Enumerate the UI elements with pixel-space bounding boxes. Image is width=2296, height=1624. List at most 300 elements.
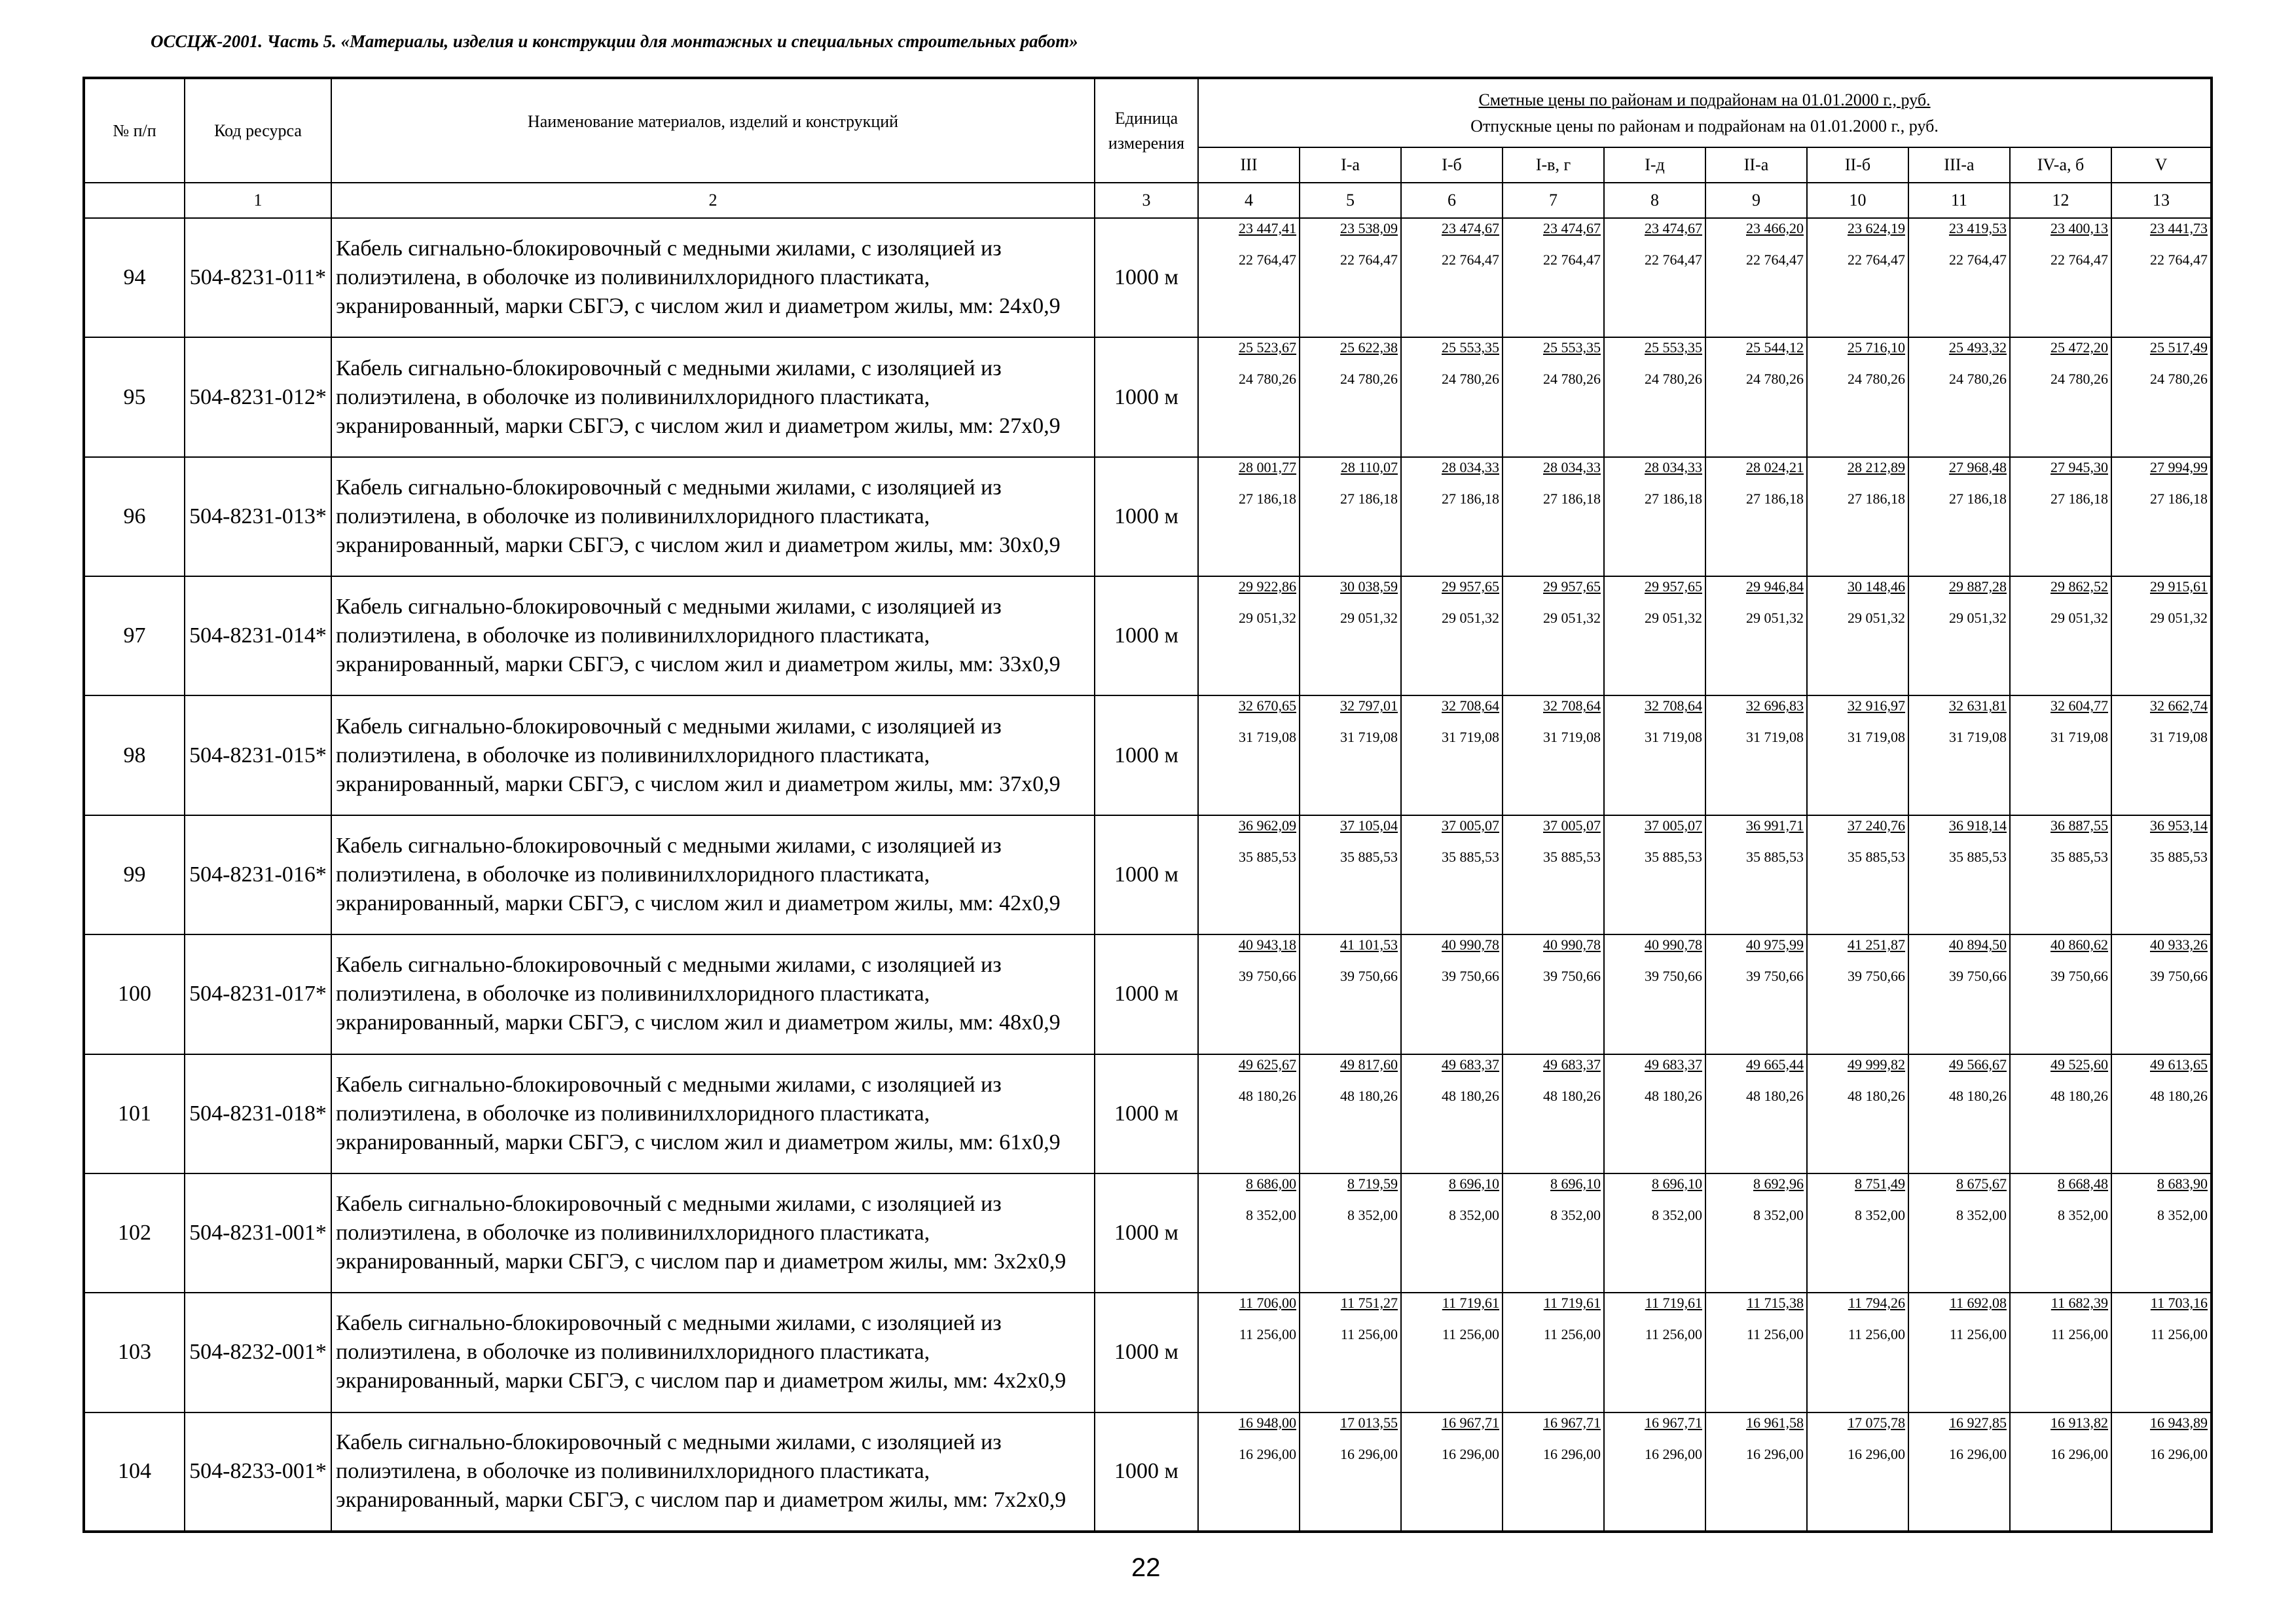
release-price: 27 186,18 <box>1645 490 1702 507</box>
estimate-price: 11 794,26 <box>1848 1295 1905 1312</box>
price-cell <box>2111 815 2212 934</box>
table-row <box>84 1054 2212 1173</box>
release-price: 24 780,26 <box>1848 371 1905 388</box>
release-price: 22 764,47 <box>1239 251 1296 268</box>
column-number: 13 <box>2111 183 2212 218</box>
estimate-price: 40 894,50 <box>1949 936 2007 953</box>
estimate-price: 29 946,84 <box>1746 578 1804 595</box>
release-price: 31 719,08 <box>1645 729 1702 746</box>
price-cell <box>1401 1173 1503 1293</box>
material-name: Кабель сигнально-блокировочный с медными жилами, с изоляцией из полиэтилена, в оболочке из поливинилхлоридного пластиката, экранированный, марки СБГЭ, с числом пар и диаметром жилы, мм: 4х2х0,9 <box>331 1293 1095 1412</box>
header-num: № п/п <box>84 78 185 183</box>
release-price: 8 352,00 <box>1956 1206 2007 1223</box>
page-number: 22 <box>1131 1553 1161 1582</box>
estimate-price: 37 240,76 <box>1848 817 1905 834</box>
release-price: 16 296,00 <box>1543 1445 1601 1462</box>
price-cell <box>1807 934 1908 1054</box>
estimate-price: 25 544,12 <box>1746 339 1804 356</box>
price-cell <box>1908 1054 2010 1173</box>
estimate-price: 40 975,99 <box>1746 936 1804 953</box>
price-cell <box>2010 815 2111 934</box>
material-name: Кабель сигнально-блокировочный с медными жилами, с изоляцией из полиэтилена, в оболочке из поливинилхлоридного пластиката, экранированный, марки СБГЭ, с числом жил и диаметром жилы, мм: 30х0,9 <box>331 457 1095 576</box>
estimate-price: 37 005,07 <box>1645 817 1702 834</box>
price-cell <box>1401 815 1503 934</box>
price-cell <box>2111 457 2212 576</box>
price-cell <box>1401 337 1503 456</box>
price-cell <box>1807 1293 1908 1412</box>
estimate-price: 29 862,52 <box>2050 578 2108 595</box>
estimate-price: 40 990,78 <box>1645 936 1702 953</box>
release-price: 22 764,47 <box>1746 251 1804 268</box>
estimate-price: 36 991,71 <box>1746 817 1804 834</box>
price-cell <box>1705 337 1807 456</box>
estimate-price: 17 075,78 <box>1848 1414 1905 1431</box>
estimate-price: 16 967,71 <box>1645 1414 1702 1431</box>
price-cell <box>2111 576 2212 695</box>
release-price: 31 719,08 <box>2150 729 2208 746</box>
price-cell <box>2010 337 2111 456</box>
release-price: 8 352,00 <box>2058 1206 2108 1223</box>
release-price: 35 885,53 <box>1442 848 1499 865</box>
estimate-price: 36 918,14 <box>1949 817 2007 834</box>
table-body <box>84 218 2212 1532</box>
resource-code: 504-8231-018* <box>185 1054 331 1173</box>
release-price: 27 186,18 <box>1239 490 1296 507</box>
material-name: Кабель сигнально-блокировочный с медными жилами, с изоляцией из полиэтилена, в оболочке из поливинилхлоридного пластиката, экранированный, марки СБГЭ, с числом пар и диаметром жилы, мм: 3х2х0,9 <box>331 1173 1095 1293</box>
release-price: 39 750,66 <box>1239 968 1296 985</box>
price-cell <box>1300 1412 1401 1532</box>
release-price: 11 256,00 <box>1645 1326 1702 1343</box>
price-cell <box>1604 934 1705 1054</box>
estimate-price: 11 719,61 <box>1645 1295 1702 1312</box>
estimate-price: 16 967,71 <box>1543 1414 1601 1431</box>
estimate-price: 23 624,19 <box>1848 220 1905 236</box>
price-cell <box>1908 218 2010 337</box>
release-price: 29 051,32 <box>1645 610 1702 627</box>
price-cell <box>2111 337 2212 456</box>
estimate-price: 49 683,37 <box>1645 1056 1702 1073</box>
price-cell <box>1908 337 2010 456</box>
release-price: 31 719,08 <box>1848 729 1905 746</box>
release-price: 35 885,53 <box>2150 848 2208 865</box>
table-row <box>84 337 2212 456</box>
estimate-price: 36 953,14 <box>2150 817 2208 834</box>
estimate-price: 16 961,58 <box>1746 1414 1804 1431</box>
price-cell <box>1705 815 1807 934</box>
price-cell <box>1503 457 1604 576</box>
release-price: 16 296,00 <box>1442 1445 1499 1462</box>
estimate-price: 32 604,77 <box>2050 697 2108 714</box>
estimate-price: 23 474,67 <box>1442 220 1499 236</box>
estimate-price: 40 990,78 <box>1543 936 1601 953</box>
price-cell <box>1300 576 1401 695</box>
estimate-price: 25 553,35 <box>1543 339 1601 356</box>
release-price: 48 180,26 <box>2150 1087 2208 1104</box>
column-number: 10 <box>1807 183 1908 218</box>
release-price: 24 780,26 <box>1543 371 1601 388</box>
resource-code: 504-8231-016* <box>185 815 331 934</box>
release-price: 29 051,32 <box>1239 610 1296 627</box>
release-price: 29 051,32 <box>2050 610 2108 627</box>
release-price: 48 180,26 <box>1340 1087 1398 1104</box>
region-header: IV-а, б <box>2010 147 2111 183</box>
price-cell <box>1198 1173 1300 1293</box>
column-number: 3 <box>1095 183 1198 218</box>
price-cell <box>1503 218 1604 337</box>
estimate-price: 25 493,32 <box>1949 339 2007 356</box>
estimate-price: 32 662,74 <box>2150 697 2208 714</box>
price-cell <box>2010 1054 2111 1173</box>
estimate-price: 25 553,35 <box>1442 339 1499 356</box>
release-price: 11 256,00 <box>1239 1326 1296 1343</box>
release-price: 8 352,00 <box>1753 1206 1804 1223</box>
estimate-price: 16 948,00 <box>1239 1414 1296 1431</box>
region-header: I-д <box>1604 147 1705 183</box>
estimate-price: 25 517,49 <box>2150 339 2208 356</box>
table-row <box>84 457 2212 576</box>
release-price: 27 186,18 <box>2150 490 2208 507</box>
estimate-price: 29 887,28 <box>1949 578 2007 595</box>
estimate-price: 8 696,10 <box>1449 1175 1499 1192</box>
price-cell <box>1705 1054 1807 1173</box>
release-price: 35 885,53 <box>1239 848 1296 865</box>
region-header: I-а <box>1300 147 1401 183</box>
release-price: 24 780,26 <box>1239 371 1296 388</box>
price-cell <box>2010 218 2111 337</box>
resource-code: 504-8231-014* <box>185 576 331 695</box>
header-unit: Единица измерения <box>1095 78 1198 183</box>
price-cell <box>1604 815 1705 934</box>
price-cell <box>1503 337 1604 456</box>
column-number: 9 <box>1705 183 1807 218</box>
release-price: 24 780,26 <box>1949 371 2007 388</box>
release-price: 27 186,18 <box>1949 490 2007 507</box>
price-cell <box>2010 1412 2111 1532</box>
price-cell <box>1807 1173 1908 1293</box>
estimate-price: 11 692,08 <box>1949 1295 2007 1312</box>
release-price: 39 750,66 <box>2050 968 2108 985</box>
release-price: 8 352,00 <box>1347 1206 1398 1223</box>
release-price: 31 719,08 <box>1543 729 1601 746</box>
estimate-price: 27 994,99 <box>2150 458 2208 475</box>
header-prices <box>1198 78 2212 147</box>
release-price: 22 764,47 <box>1848 251 1905 268</box>
release-price: 35 885,53 <box>2050 848 2108 865</box>
price-cell <box>1807 1054 1908 1173</box>
table-row <box>84 934 2212 1054</box>
release-price: 31 719,08 <box>1949 729 2007 746</box>
estimate-price: 30 038,59 <box>1340 578 1398 595</box>
row-number: 103 <box>84 1293 185 1412</box>
price-cell <box>1401 218 1503 337</box>
price-cell <box>1300 218 1401 337</box>
estimate-price: 16 913,82 <box>2050 1414 2108 1431</box>
release-price: 39 750,66 <box>1340 968 1398 985</box>
column-number: 12 <box>2010 183 2111 218</box>
estimate-price: 37 005,07 <box>1442 817 1499 834</box>
price-cell <box>1401 457 1503 576</box>
material-name: Кабель сигнально-блокировочный с медными жилами, с изоляцией из полиэтилена, в оболочке из поливинилхлоридного пластиката, экранированный, марки СБГЭ, с числом жил и диаметром жилы, мм: 27х0,9 <box>331 337 1095 456</box>
release-price: 29 051,32 <box>1746 610 1804 627</box>
price-cell <box>1401 934 1503 1054</box>
estimate-price: 32 631,81 <box>1949 697 2007 714</box>
estimate-price: 49 683,37 <box>1442 1056 1499 1073</box>
price-cell <box>1300 337 1401 456</box>
release-price: 39 750,66 <box>1442 968 1499 985</box>
price-cell <box>1908 934 2010 1054</box>
estimate-price: 23 466,20 <box>1746 220 1804 236</box>
unit: 1000 м <box>1095 1054 1198 1173</box>
price-cell <box>1807 1412 1908 1532</box>
price-cell <box>1401 1293 1503 1412</box>
estimate-price: 36 962,09 <box>1239 817 1296 834</box>
release-price: 29 051,32 <box>1543 610 1601 627</box>
release-price: 24 780,26 <box>1340 371 1398 388</box>
release-price: 11 256,00 <box>1442 1326 1499 1343</box>
price-cell <box>1604 337 1705 456</box>
estimate-price: 32 708,64 <box>1543 697 1601 714</box>
price-cell <box>1705 934 1807 1054</box>
estimate-price: 32 670,65 <box>1239 697 1296 714</box>
material-name: Кабель сигнально-блокировочный с медными жилами, с изоляцией из полиэтилена, в оболочке из поливинилхлоридного пластиката, экранированный, марки СБГЭ, с числом жил и диаметром жилы, мм: 48х0,9 <box>331 934 1095 1054</box>
resource-code: 504-8231-015* <box>185 695 331 815</box>
estimate-price: 49 817,60 <box>1340 1056 1398 1073</box>
release-price: 11 256,00 <box>2150 1326 2208 1343</box>
estimate-price: 23 441,73 <box>2150 220 2208 236</box>
release-price: 24 780,26 <box>2150 371 2208 388</box>
release-price: 39 750,66 <box>1848 968 1905 985</box>
release-price: 24 780,26 <box>1442 371 1499 388</box>
estimate-price: 27 968,48 <box>1949 458 2007 475</box>
release-price: 11 256,00 <box>2050 1326 2108 1343</box>
price-cell <box>1705 1293 1807 1412</box>
resource-code: 504-8231-012* <box>185 337 331 456</box>
estimate-price: 8 686,00 <box>1246 1175 1296 1192</box>
row-number: 98 <box>84 695 185 815</box>
estimate-price: 37 105,04 <box>1340 817 1398 834</box>
release-price: 22 764,47 <box>2050 251 2108 268</box>
price-cell <box>1807 218 1908 337</box>
price-cell <box>1705 576 1807 695</box>
estimate-price: 28 001,77 <box>1239 458 1296 475</box>
column-number: 2 <box>331 183 1095 218</box>
estimate-price: 11 751,27 <box>1340 1295 1398 1312</box>
material-name: Кабель сигнально-блокировочный с медными жилами, с изоляцией из полиэтилена, в оболочке из поливинилхлоридного пластиката, экранированный, марки СБГЭ, с числом жил и диаметром жилы, мм: 24х0,9 <box>331 218 1095 337</box>
resource-code: 504-8231-011* <box>185 218 331 337</box>
estimate-price: 8 692,96 <box>1753 1175 1804 1192</box>
release-price: 11 256,00 <box>1746 1326 1804 1343</box>
release-price: 39 750,66 <box>1949 968 2007 985</box>
release-price: 11 256,00 <box>1543 1326 1601 1343</box>
prices-title-estimate: Сметные цены по районам и подрайонам на 01.01.2000 г., руб. <box>1478 90 1931 109</box>
unit: 1000 м <box>1095 815 1198 934</box>
estimate-price: 8 719,59 <box>1347 1175 1398 1192</box>
estimate-price: 29 915,61 <box>2150 578 2208 595</box>
estimate-price: 32 696,83 <box>1746 697 1804 714</box>
price-cell <box>1503 1293 1604 1412</box>
estimate-price: 28 034,33 <box>1543 458 1601 475</box>
release-price: 24 780,26 <box>2050 371 2108 388</box>
release-price: 35 885,53 <box>1543 848 1601 865</box>
region-header: V <box>2111 147 2212 183</box>
estimate-price: 8 696,10 <box>1652 1175 1702 1192</box>
release-price: 27 186,18 <box>1746 490 1804 507</box>
release-price: 22 764,47 <box>1340 251 1398 268</box>
price-cell <box>2111 218 2212 337</box>
release-price: 16 296,00 <box>1949 1445 2007 1462</box>
material-name: Кабель сигнально-блокировочный с медными жилами, с изоляцией из полиэтилена, в оболочке из поливинилхлоридного пластиката, экранированный, марки СБГЭ, с числом жил и диаметром жилы, мм: 61х0,9 <box>331 1054 1095 1173</box>
estimate-price: 8 675,67 <box>1956 1175 2007 1192</box>
price-cell <box>1604 1293 1705 1412</box>
estimate-price: 23 474,67 <box>1543 220 1601 236</box>
estimate-price: 49 665,44 <box>1746 1056 1804 1073</box>
resource-code: 504-8232-001* <box>185 1293 331 1412</box>
price-cell <box>2010 1173 2111 1293</box>
release-price: 22 764,47 <box>2150 251 2208 268</box>
row-number: 99 <box>84 815 185 934</box>
document-header: ОССЦЖ-2001. Часть 5. «Материалы, изделия и конструкции для монтажных и специальных строительных работ» <box>151 31 1078 51</box>
estimate-price: 29 957,65 <box>1645 578 1702 595</box>
release-price: 29 051,32 <box>1442 610 1499 627</box>
release-price: 29 051,32 <box>1949 610 2007 627</box>
price-cell <box>1807 576 1908 695</box>
unit: 1000 м <box>1095 1412 1198 1532</box>
release-price: 27 186,18 <box>1340 490 1398 507</box>
estimate-price: 25 716,10 <box>1848 339 1905 356</box>
estimate-price: 29 957,65 <box>1442 578 1499 595</box>
price-cell <box>1604 1054 1705 1173</box>
release-price: 22 764,47 <box>1543 251 1601 268</box>
price-cell <box>1300 1293 1401 1412</box>
release-price: 16 296,00 <box>1645 1445 1702 1462</box>
estimate-price: 28 034,33 <box>1645 458 1702 475</box>
price-cell <box>1300 457 1401 576</box>
table-row <box>84 1293 2212 1412</box>
price-cell <box>1198 337 1300 456</box>
price-cell <box>1401 576 1503 695</box>
estimate-price: 16 967,71 <box>1442 1414 1499 1431</box>
release-price: 48 180,26 <box>2050 1087 2108 1104</box>
estimate-price: 28 212,89 <box>1848 458 1905 475</box>
release-price: 31 719,08 <box>1746 729 1804 746</box>
release-price: 8 352,00 <box>1652 1206 1702 1223</box>
estimate-price: 25 523,67 <box>1239 339 1296 356</box>
release-price: 11 256,00 <box>1949 1326 2007 1343</box>
resource-code: 504-8231-017* <box>185 934 331 1054</box>
estimate-price: 11 715,38 <box>1746 1295 1804 1312</box>
price-cell <box>2111 1293 2212 1412</box>
price-cell <box>1604 218 1705 337</box>
release-price: 22 764,47 <box>1645 251 1702 268</box>
estimate-price: 16 943,89 <box>2150 1414 2208 1431</box>
price-table <box>82 77 2213 1533</box>
row-number: 97 <box>84 576 185 695</box>
release-price: 39 750,66 <box>1746 968 1804 985</box>
estimate-price: 36 887,55 <box>2050 817 2108 834</box>
release-price: 48 180,26 <box>1645 1087 1702 1104</box>
release-price: 39 750,66 <box>1645 968 1702 985</box>
estimate-price: 29 922,86 <box>1239 578 1296 595</box>
price-cell <box>1401 1054 1503 1173</box>
estimate-price: 25 472,20 <box>2050 339 2108 356</box>
resource-code: 504-8233-001* <box>185 1412 331 1532</box>
unit: 1000 м <box>1095 218 1198 337</box>
estimate-price: 32 797,01 <box>1340 697 1398 714</box>
row-number: 102 <box>84 1173 185 1293</box>
release-price: 48 180,26 <box>1848 1087 1905 1104</box>
column-number: 7 <box>1503 183 1604 218</box>
estimate-price: 11 719,61 <box>1442 1295 1499 1312</box>
price-cell <box>2010 695 2111 815</box>
estimate-price: 16 927,85 <box>1949 1414 2007 1431</box>
estimate-price: 49 525,60 <box>2050 1056 2108 1073</box>
release-price: 16 296,00 <box>2050 1445 2108 1462</box>
price-cell <box>1807 695 1908 815</box>
table-row <box>84 218 2212 337</box>
price-cell <box>1908 1412 2010 1532</box>
price-cell <box>1198 1293 1300 1412</box>
estimate-price: 28 024,21 <box>1746 458 1804 475</box>
region-header: II-а <box>1705 147 1807 183</box>
release-price: 29 051,32 <box>2150 610 2208 627</box>
price-cell <box>1503 695 1604 815</box>
region-header: III-а <box>1908 147 2010 183</box>
release-price: 35 885,53 <box>1340 848 1398 865</box>
release-price: 24 780,26 <box>1746 371 1804 388</box>
row-number: 95 <box>84 337 185 456</box>
price-cell <box>1300 695 1401 815</box>
estimate-price: 30 148,46 <box>1848 578 1905 595</box>
estimate-price: 40 943,18 <box>1239 936 1296 953</box>
release-price: 11 256,00 <box>1848 1326 1905 1343</box>
column-number-row <box>84 183 2212 218</box>
price-cell <box>1604 457 1705 576</box>
estimate-price: 11 719,61 <box>1543 1295 1601 1312</box>
release-price: 31 719,08 <box>1442 729 1499 746</box>
release-price: 39 750,66 <box>2150 968 2208 985</box>
header-code: Код ресурса <box>185 78 331 183</box>
price-cell <box>1300 815 1401 934</box>
price-cell <box>1908 457 2010 576</box>
release-price: 48 180,26 <box>1746 1087 1804 1104</box>
release-price: 16 296,00 <box>1340 1445 1398 1462</box>
estimate-price: 8 683,90 <box>2157 1175 2208 1192</box>
estimate-price: 23 419,53 <box>1949 220 2007 236</box>
estimate-price: 23 474,67 <box>1645 220 1702 236</box>
estimate-price: 23 400,13 <box>2050 220 2108 236</box>
release-price: 31 719,08 <box>2050 729 2108 746</box>
release-price: 35 885,53 <box>1645 848 1702 865</box>
price-cell <box>2010 576 2111 695</box>
table-row <box>84 695 2212 815</box>
estimate-price: 49 625,67 <box>1239 1056 1296 1073</box>
estimate-price: 11 703,16 <box>2150 1295 2208 1312</box>
estimate-price: 28 110,07 <box>1340 458 1398 475</box>
price-cell <box>1503 1173 1604 1293</box>
estimate-price: 41 251,87 <box>1848 936 1905 953</box>
release-price: 48 180,26 <box>1949 1087 2007 1104</box>
table-row <box>84 576 2212 695</box>
release-price: 8 352,00 <box>1550 1206 1601 1223</box>
estimate-price: 37 005,07 <box>1543 817 1601 834</box>
release-price: 22 764,47 <box>1442 251 1499 268</box>
release-price: 35 885,53 <box>1746 848 1804 865</box>
header-name: Наименование материалов, изделий и конструкций <box>331 78 1095 183</box>
price-cell <box>2111 1054 2212 1173</box>
price-cell <box>1503 576 1604 695</box>
estimate-price: 8 668,48 <box>2058 1175 2108 1192</box>
release-price: 31 719,08 <box>1239 729 1296 746</box>
